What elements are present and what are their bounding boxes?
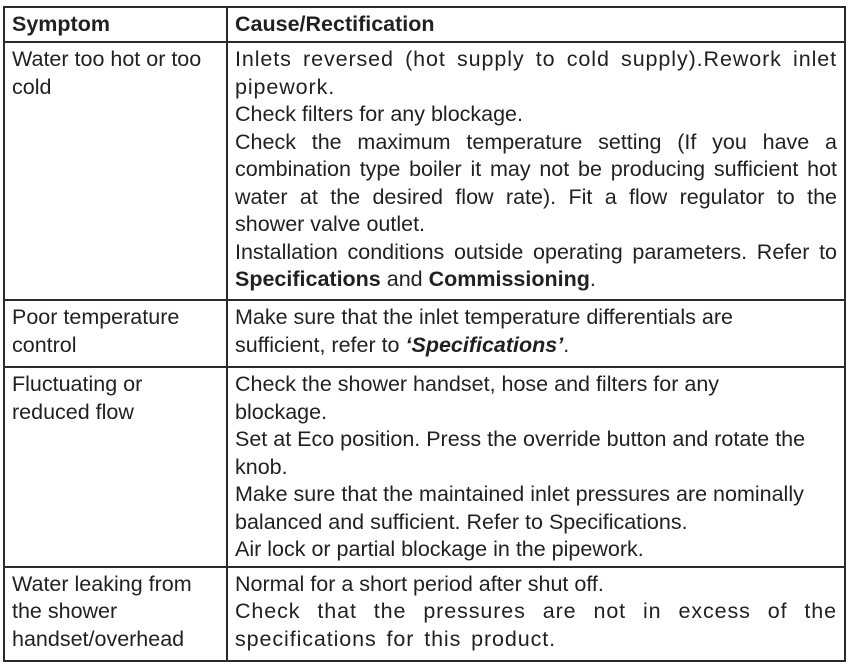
cause-text: Inlets reversed (hot supply to cold supply).Rework inlet pipework.: [235, 47, 837, 99]
header-cause-rectification: Cause/Rectification: [227, 7, 845, 42]
cause-text: Check that the pressures are not in excess of the specifications for this product.: [235, 599, 837, 651]
cause-text: Set at Eco position. Press the override button and rotate the knob.: [235, 427, 806, 479]
table-header-row: [4, 7, 845, 42]
symptom-cell: Poor temperature control: [4, 300, 227, 367]
troubleshooting-table: [3, 6, 846, 662]
header-symptom: Symptom: [4, 7, 227, 42]
table-row: [4, 567, 845, 661]
table-row: [4, 367, 845, 567]
cause-cell: [227, 300, 845, 367]
specifications-ref: Specifications: [235, 267, 381, 291]
table-row: [4, 42, 845, 300]
cause-text: Check the maximum temperature setting (If you have a combination type boiler it may not be producing sufficient hot water at the desired flow rate). Fit a flow regulator to the shower valve outlet.: [235, 129, 837, 236]
specifications-ref: ‘Specifications’: [405, 332, 564, 357]
cause-text: Check filters for any blockage.: [235, 102, 523, 126]
cause-text: Normal for a short period after shut off.: [235, 571, 604, 596]
cause-text: Check the shower handset, hose and filters for any blockage.: [235, 372, 720, 424]
cause-cell: [227, 42, 845, 300]
cause-cell: [227, 367, 845, 567]
cause-text: Make sure that the maintained inlet pressures are nominally balanced and sufficient. Refer to Specifications.: [235, 482, 804, 534]
symptom-cell: Fluctuating or reduced flow: [4, 367, 227, 567]
commissioning-ref: Commissioning: [428, 267, 590, 291]
symptom-cell: Water leaking from the shower handset/overhead: [4, 567, 227, 661]
cause-text: Installation conditions outside operating parameters. Refer to Specifications and Commissioning.: [235, 239, 837, 291]
table-row: [4, 300, 845, 367]
symptom-cell: Water too hot or too cold: [4, 42, 227, 300]
cause-text: Make sure that the inlet temperature differentials are sufficient, refer to ‘Specifications’.: [235, 305, 733, 357]
cause-text: Air lock or partial blockage in the pipework.: [235, 537, 644, 561]
cause-cell: [227, 567, 845, 661]
